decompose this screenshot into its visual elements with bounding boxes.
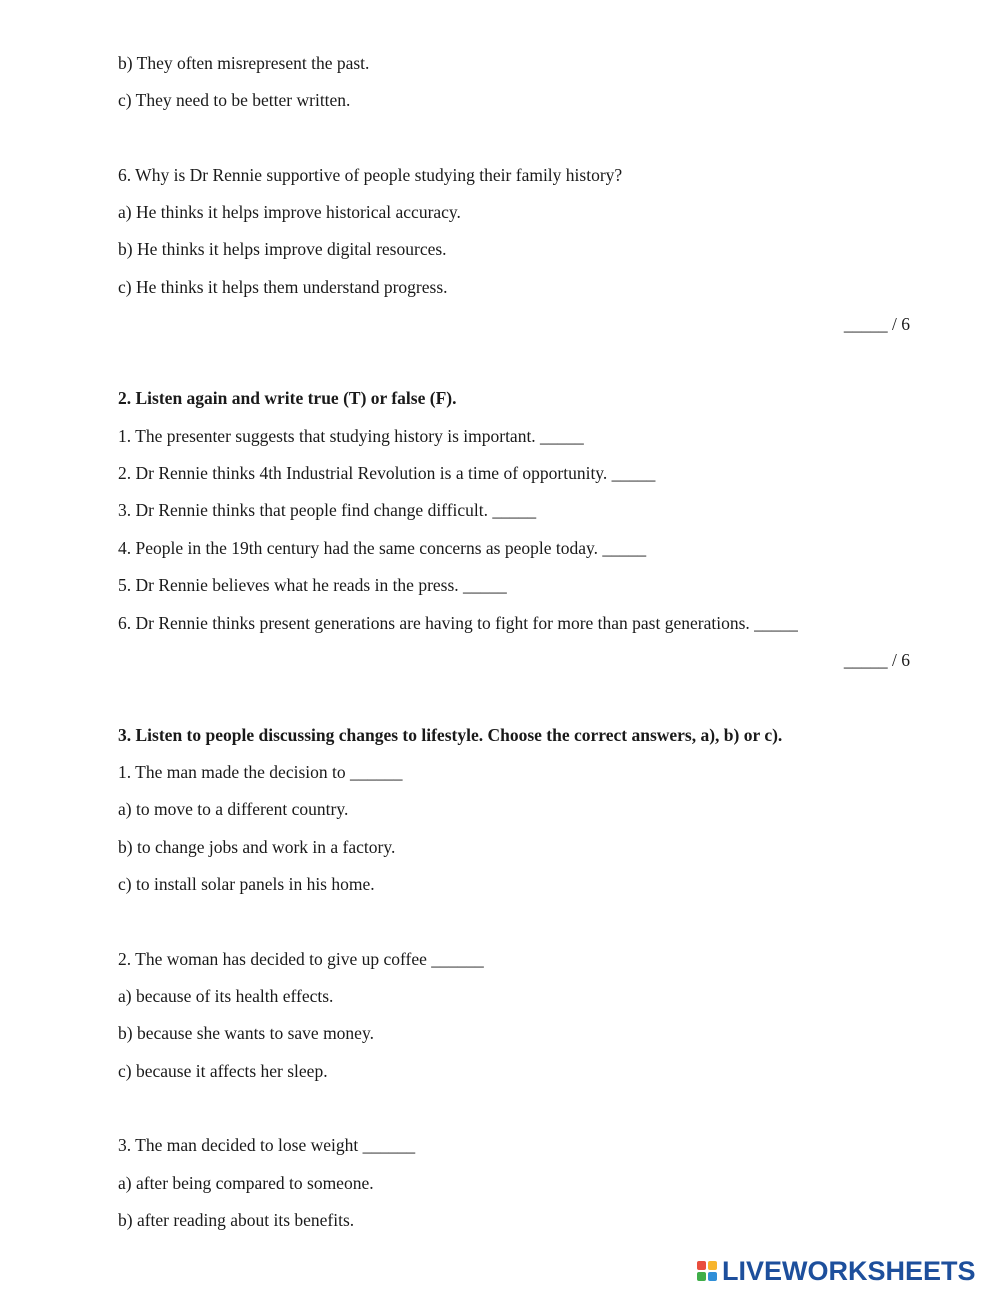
s3-q1-option-a: a) to move to a different country. — [118, 799, 349, 819]
section-2-heading: 2. Listen again and write true (T) or false (F). — [118, 388, 457, 408]
q6-option-a: a) He thinks it helps improve historical accuracy. — [118, 202, 461, 222]
s3-q3-option-a: a) after being compared to someone. — [118, 1173, 374, 1193]
tf-item-2[interactable]: 2. Dr Rennie thinks 4th Industrial Revolution is a time of opportunity. _____ — [118, 463, 656, 483]
s3-q2-option-a: a) because of its health effects. — [118, 986, 334, 1006]
tf-item-1[interactable]: 1. The presenter suggests that studying history is important. _____ — [118, 426, 584, 446]
tf-item-3[interactable]: 3. Dr Rennie thinks that people find change difficult. _____ — [118, 500, 537, 520]
logo-mark-icon — [697, 1261, 717, 1281]
logo-square-green — [697, 1272, 706, 1281]
s3-q3-question[interactable]: 3. The man decided to lose weight ______ — [118, 1135, 416, 1155]
tf-item-5[interactable]: 5. Dr Rennie believes what he reads in the press. _____ — [118, 575, 507, 595]
q5-option-c: c) They need to be better written. — [118, 90, 351, 110]
liveworksheets-logo[interactable] — [697, 1256, 976, 1286]
q6-option-b: b) He thinks it helps improve digital resources. — [118, 239, 447, 259]
s3-q2-question[interactable]: 2. The woman has decided to give up coffee ______ — [118, 949, 484, 969]
logo-square-blue — [708, 1272, 717, 1281]
q5-option-b: b) They often misrepresent the past. — [118, 53, 370, 73]
q6-question: 6. Why is Dr Rennie supportive of people studying their family history? — [118, 165, 623, 185]
score-section-2[interactable]: _____ / 6 — [843, 650, 910, 670]
logo-square-red — [697, 1261, 706, 1270]
s3-q1-question[interactable]: 1. The man made the decision to ______ — [118, 762, 403, 782]
q6-option-c: c) He thinks it helps them understand progress. — [118, 277, 448, 297]
score-section-1[interactable]: _____ / 6 — [843, 314, 910, 334]
s3-q1-option-c: c) to install solar panels in his home. — [118, 874, 375, 894]
logo-text: LIVEWORKSHEETS — [722, 1255, 976, 1286]
s3-q2-option-c: c) because it affects her sleep. — [118, 1061, 328, 1081]
s3-q2-option-b: b) because she wants to save money. — [118, 1023, 374, 1043]
tf-item-4[interactable]: 4. People in the 19th century had the same concerns as people today. _____ — [118, 538, 647, 558]
section-3-heading: 3. Listen to people discussing changes to lifestyle. Choose the correct answers, a), b) or c). — [118, 725, 783, 745]
tf-item-6[interactable]: 6. Dr Rennie thinks present generations are having to fight for more than past generations. _____ — [118, 613, 798, 633]
s3-q1-option-b: b) to change jobs and work in a factory. — [118, 837, 396, 857]
logo-square-yellow — [708, 1261, 717, 1270]
s3-q3-option-b: b) after reading about its benefits. — [118, 1210, 355, 1230]
